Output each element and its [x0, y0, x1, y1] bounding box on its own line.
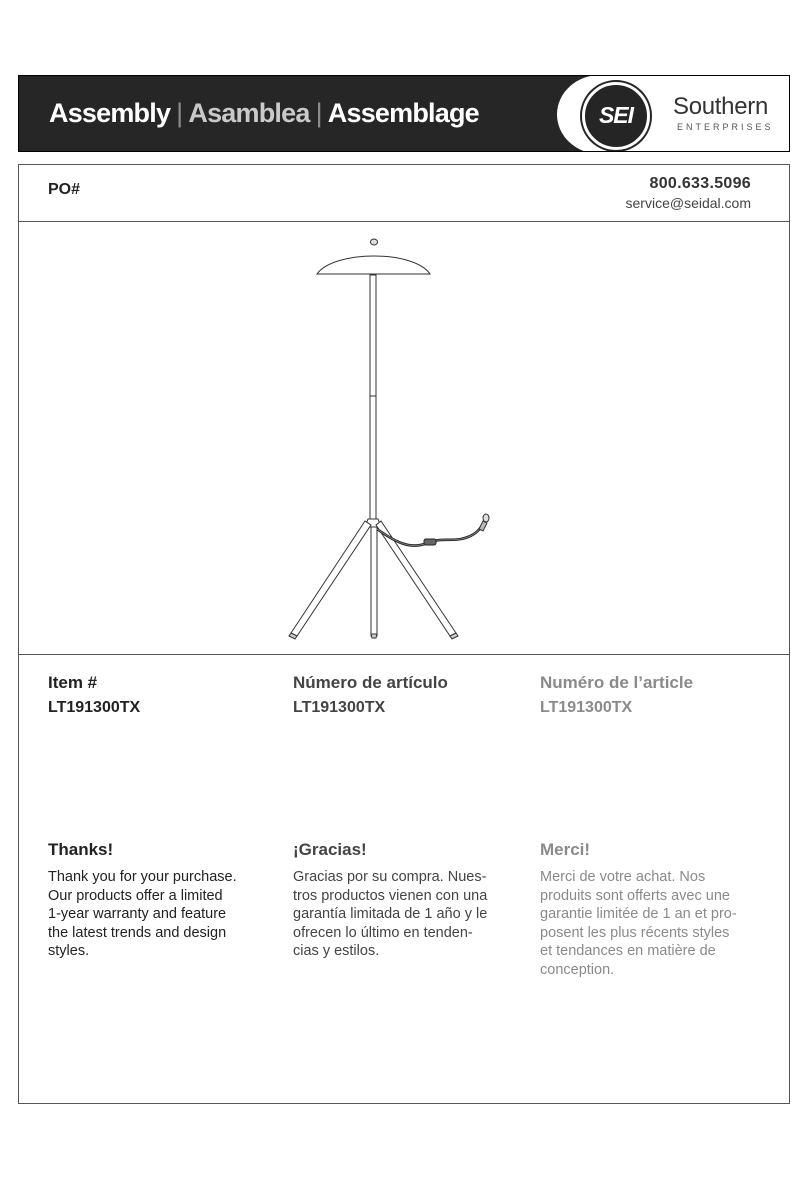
thanks-column-french [540, 837, 760, 980]
item-column-english [48, 670, 268, 720]
phone-number: 800.633.5096 [649, 175, 751, 192]
title-english: Assembly [49, 98, 171, 128]
thanks-heading: Thanks! [48, 840, 114, 859]
item-label: Numéro de l’article [540, 673, 694, 692]
sei-logo-icon [582, 82, 650, 150]
content-frame [18, 164, 790, 1104]
logo-mark: SEI [598, 102, 634, 128]
title-separator: | [176, 98, 183, 128]
item-number: LT191300TX [540, 699, 633, 716]
thanks-text: Thank you for your purchase. Our products offer a limited 1-year warranty and feature the latest trends and design styles. [48, 869, 237, 960]
title-separator: | [315, 98, 322, 128]
thanks-column-spanish [293, 837, 513, 961]
title-french: Assemblage [327, 98, 479, 128]
email-address: service@seidal.com [625, 195, 751, 211]
thanks-text: Merci de votre achat. Nos produits sont offerts avec une garantie limitée de 1 an et pro- posent les plus récents styles et tendances en matière de conception. [540, 869, 737, 978]
brand-name: Southern [673, 93, 769, 120]
item-number: LT191300TX [293, 699, 386, 716]
po-label: PO# [48, 181, 81, 198]
title-spanish: Asamblea [188, 98, 310, 128]
floor-lamp-illustration-icon [19, 221, 789, 654]
item-label: Número de artículo [293, 673, 448, 692]
thanks-column-english [48, 837, 268, 961]
header-banner [18, 75, 790, 152]
thanks-heading: Merci! [540, 840, 591, 859]
item-number: LT191300TX [48, 699, 141, 716]
item-column-french [540, 670, 760, 720]
divider [19, 654, 789, 655]
brand-subtitle: ENTERPRISES [677, 122, 774, 132]
logo-panel [557, 75, 790, 152]
item-column-spanish [293, 670, 513, 720]
thanks-heading: ¡Gracias! [293, 840, 367, 859]
item-label: Item # [48, 673, 98, 692]
thanks-text: Gracias por su compra. Nues- tros productos vienen con una garantía limitada de 1 año y le ofrecen lo último en tenden- cias y estilos. [293, 869, 488, 960]
banner-title [49, 98, 479, 129]
